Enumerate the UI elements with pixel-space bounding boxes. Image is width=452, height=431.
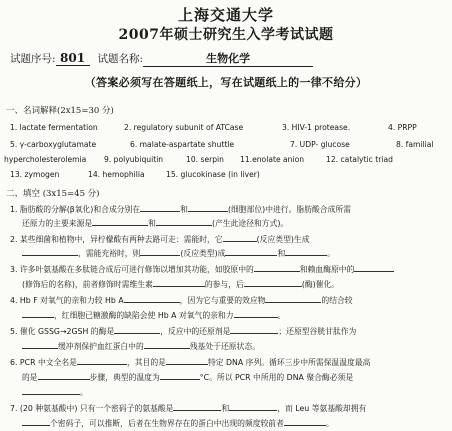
answer-blank	[22, 386, 80, 395]
term: 7. UDP- glucose	[290, 140, 350, 149]
question-text: 和	[180, 205, 188, 214]
question-text: 和赖血酶原中的	[299, 265, 355, 274]
answer-blank	[124, 294, 180, 303]
answer-blank	[38, 371, 90, 380]
answer-blank	[188, 203, 228, 212]
question-3-line-2	[22, 278, 339, 290]
term: 5. γ-carboxyglutamate	[10, 140, 97, 149]
term: 15. glucokinase (in liver)	[166, 170, 260, 179]
section2-heading: 二、填空 (3x15=45 分)	[6, 189, 100, 199]
answer-blank	[22, 309, 54, 318]
answer-notice: （答案必须写在答题纸上，写在试题纸上的一律不给分）	[84, 76, 368, 89]
answer-blank	[354, 263, 394, 272]
question-6-line-1	[10, 356, 370, 368]
question-text: (产生此途径和方式)。	[211, 219, 289, 228]
answer-blank	[92, 217, 148, 226]
term: 2. regulatory subunit of ATCase	[124, 123, 244, 132]
term: hypercholesterolemia	[4, 155, 87, 164]
answer-blank	[160, 371, 200, 380]
question-text: ，而 Leu 等氨基酸却拥有	[277, 404, 367, 413]
question-1-line-1	[10, 203, 351, 215]
answer-blank	[234, 309, 278, 318]
question-text: 还原力的主要来源是	[22, 219, 93, 228]
answer-blank	[173, 402, 221, 411]
answer-blank	[140, 203, 180, 212]
term: 4. PRPP	[388, 123, 417, 132]
question-text: 1. 脂肪酸的分解(β氧化)和合成分别在	[10, 205, 141, 214]
term: 11.enolate anion	[240, 155, 305, 164]
exam-meta-row	[10, 50, 313, 67]
question-text: 的结合较	[321, 296, 353, 305]
question-2-line-1	[10, 233, 310, 245]
name-value: 生物化学	[143, 50, 313, 67]
question-text: 5. 催化 GSSG→2GSH 的酶是	[10, 327, 115, 336]
question-text: 2. 某些细菌和植物中，异柠檬酸有两种去路可走：需能时，它	[10, 235, 223, 244]
exam-title: 2007年硕士研究生入学考试试题	[118, 27, 334, 43]
answer-blank	[230, 325, 278, 334]
question-2-line-2	[22, 247, 335, 259]
code-value: 801	[56, 51, 90, 66]
university-name: 上海交通大学	[177, 6, 274, 24]
question-4-line-2	[22, 309, 285, 321]
term: 13. zymogen	[10, 170, 60, 179]
question-text: ，反应中的还原剂是	[160, 327, 231, 336]
question-text: ；还原型谷胱甘肽作为	[278, 327, 357, 336]
question-7-line-1	[10, 402, 366, 414]
question-text: 。	[277, 311, 286, 320]
question-text: (酶)催化。	[301, 280, 340, 289]
answer-blank	[166, 356, 208, 365]
question-text: (反应类型)生成	[256, 235, 310, 244]
answer-blank	[285, 247, 327, 256]
question-1-line-2	[22, 217, 288, 229]
question-text: ，红细胞已糖激酶的缺陷会使 Hb A 对氧气的亲和力	[54, 311, 234, 320]
term-row-1	[10, 123, 98, 132]
question-7-line-2	[22, 417, 334, 429]
answer-blank	[140, 247, 180, 256]
term: 1. lactate fermentation	[10, 123, 98, 132]
question-5-line-2	[22, 340, 260, 352]
question-text: 。	[325, 419, 334, 428]
answer-blank	[225, 247, 277, 256]
answer-blank	[114, 325, 160, 334]
answer-blank	[22, 417, 50, 426]
answer-blank	[156, 217, 212, 226]
answer-blank	[244, 278, 302, 287]
question-text: 7. (20 种氨基酸中) 只有一个密码子的氨基酸是	[10, 404, 174, 413]
question-text: ，因为它与重要的效应物	[179, 296, 266, 305]
answer-blank	[265, 294, 321, 303]
question-text: 的是	[22, 373, 38, 382]
answer-blank	[284, 417, 326, 426]
answer-blank	[223, 233, 257, 242]
question-text: 3. 许多叶氨基酸在多肽链合成后可进行修饰以增加其功能，如胶原中的	[10, 265, 254, 274]
question-6-line-3	[22, 386, 88, 398]
question-text: 4. Hb F 对氧气的亲和力较 Hb A	[10, 296, 124, 305]
answer-blank	[229, 402, 277, 411]
answer-blank	[144, 340, 190, 349]
term: 3. HIV-1 protease.	[282, 123, 351, 132]
question-text: (反应类型)成	[180, 249, 226, 258]
question-text: 特定 DNA 序列。循环三步中所需保温温度最高	[207, 358, 371, 367]
answer-blank	[22, 247, 78, 256]
answer-blank	[254, 263, 300, 272]
question-text: 残基处于还原状态。	[189, 342, 260, 351]
question-text: 和	[148, 219, 156, 228]
term: 8. familial	[396, 140, 434, 149]
question-text: 缓冲剂保护血红蛋白中的	[58, 342, 144, 351]
question-text: ，需能充裕时，则	[78, 249, 141, 258]
question-text: ，其目的是	[126, 358, 166, 367]
question-text: (细胞部位)中进行。脂肪酸合成所需	[227, 205, 351, 214]
term: 9. polyubiquitin	[104, 155, 164, 164]
term: 14. hemophilia	[88, 170, 145, 179]
question-text: °C。所以 PCR 中所用的 DNA 聚合酶必须是	[199, 373, 354, 382]
term: 12. catalytic triad	[326, 155, 393, 164]
section1-heading: 一、名词解释(2x15=30 分)	[6, 106, 114, 116]
question-4-line-1	[10, 294, 353, 306]
question-3-line-1	[10, 263, 394, 275]
question-text: 和	[277, 249, 286, 258]
answer-blank	[22, 340, 58, 349]
term: 6. malate-aspartate shuttle	[130, 140, 235, 149]
code-label: 试题序号:	[10, 53, 56, 65]
question-text: 。	[327, 249, 336, 258]
question-text: 和	[221, 404, 230, 413]
question-text: 6. PCR 中文全名是	[10, 358, 77, 367]
question-text: 个密码子，可以推断，后者在生物界存在的蛋白中出现的频度较前者	[50, 419, 284, 428]
term: 10. serpin	[186, 155, 224, 164]
question-text: 。	[80, 388, 88, 397]
name-label: 试题名称:	[97, 53, 144, 65]
question-text: 步骤，典型的温度为	[89, 373, 160, 382]
question-text: 的参与，后	[204, 280, 244, 289]
question-6-line-2	[22, 371, 353, 383]
question-text: (修饰后的名称)，前者修饰时需维生素	[22, 280, 153, 289]
answer-blank	[153, 278, 205, 287]
answer-blank	[77, 356, 127, 365]
question-5-line-1	[10, 325, 356, 337]
